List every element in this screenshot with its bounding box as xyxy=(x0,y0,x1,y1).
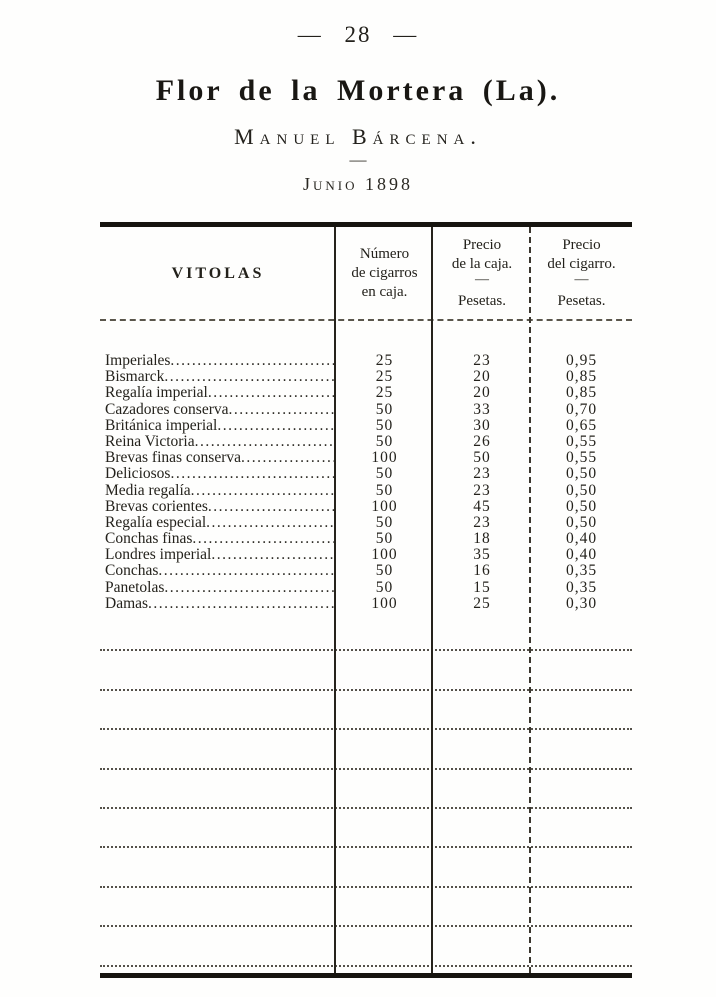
column-divider-1 xyxy=(334,227,336,973)
dot-leader xyxy=(211,547,336,563)
table-row xyxy=(100,596,632,612)
box-price-value: 35 xyxy=(473,546,491,564)
table-row xyxy=(100,563,632,579)
price-list-date: Junio 1898 xyxy=(303,174,413,194)
cigars-per-box-value: 25 xyxy=(375,352,394,369)
dot-leader xyxy=(206,515,336,531)
dot-leader xyxy=(241,450,336,466)
vitola-name: Deliciosos xyxy=(105,466,171,483)
vitola-name: Bismarck xyxy=(105,369,165,386)
cigars-per-box-value: 50 xyxy=(375,513,394,531)
dot-leader xyxy=(148,596,336,612)
page-title: Flor de la Mortera (La). xyxy=(155,74,561,107)
vitola-name-cell xyxy=(100,353,336,369)
dot-leader xyxy=(191,483,336,499)
vitola-name: Londres imperial xyxy=(105,547,212,564)
header-line: Precio xyxy=(562,236,601,253)
cigars-per-box-value: 50 xyxy=(375,432,394,450)
cigar-price-value: 0,50 xyxy=(565,465,598,483)
cigar-price-value: 0,85 xyxy=(565,384,598,402)
box-price-value: 50 xyxy=(473,449,491,467)
header-line: de cigarros xyxy=(351,264,418,281)
box-price-value: 45 xyxy=(473,497,491,515)
box-price-value: 23 xyxy=(473,352,491,369)
cigar-price-value: 0,70 xyxy=(565,400,598,418)
box-price-value: 16 xyxy=(473,562,491,580)
header-price-cigar xyxy=(531,227,632,319)
unit-dash: — xyxy=(475,271,489,287)
vitola-name: Conchas xyxy=(105,563,159,580)
vitola-name: Regalía especial xyxy=(105,514,207,531)
cigars-per-box-value: 25 xyxy=(375,368,394,386)
box-price-value: 20 xyxy=(473,384,491,402)
vitola-name-cell xyxy=(100,515,336,531)
cigar-price-value: 0,55 xyxy=(565,449,598,467)
cigars-per-box-value: 100 xyxy=(371,594,398,612)
header-line: Precio xyxy=(462,236,502,253)
table-row xyxy=(100,434,632,450)
vitola-name: Damas xyxy=(105,595,149,612)
dot-leader xyxy=(192,531,336,547)
header-price-box xyxy=(433,227,531,319)
vitola-name-cell xyxy=(100,580,336,596)
table-row xyxy=(100,483,632,499)
cigars-per-box-value: 50 xyxy=(375,578,394,596)
empty-ruled-row xyxy=(100,730,632,769)
dot-leader xyxy=(208,499,336,515)
table-row xyxy=(100,499,632,515)
header-line: Número xyxy=(359,245,410,262)
vitola-name-cell xyxy=(100,466,336,482)
header-vitolas xyxy=(100,227,336,319)
vitola-name: Imperiales xyxy=(105,353,171,369)
vitola-name: Panetolas xyxy=(105,579,165,596)
vitola-name-cell xyxy=(100,547,336,563)
cigar-price-value: 0,40 xyxy=(565,546,598,564)
vitola-name-cell xyxy=(100,385,336,401)
table-row xyxy=(100,580,632,596)
dot-leader xyxy=(208,385,336,401)
empty-ruled-row xyxy=(100,651,632,690)
vitola-name: Media regalía xyxy=(105,482,191,499)
box-price-value: 33 xyxy=(473,400,491,418)
divider-dash: — xyxy=(349,150,367,169)
vitola-name: Cazadores conserva xyxy=(105,401,229,418)
table-row xyxy=(100,466,632,482)
table-row xyxy=(100,385,632,401)
table-row xyxy=(100,369,632,385)
brand-owner-name: Manuel Bárcena. xyxy=(234,124,482,149)
vitola-name: Regalía imperial xyxy=(105,385,208,402)
cigar-price-value: 0,35 xyxy=(565,562,598,580)
box-price-value: 30 xyxy=(473,416,491,434)
vitola-name: Brevas finas conserva xyxy=(105,450,242,467)
unit-label: Pesetas. xyxy=(557,292,606,309)
vitola-name-cell xyxy=(100,596,336,612)
empty-ruled-rows xyxy=(100,612,632,967)
dot-leader xyxy=(195,434,336,450)
cigars-per-box-value: 25 xyxy=(375,384,394,402)
cigars-per-box-value: 100 xyxy=(371,449,398,467)
cigar-price-value: 0,50 xyxy=(565,513,598,531)
unit-label: Pesetas. xyxy=(458,292,506,309)
empty-ruled-row xyxy=(100,927,632,966)
cigar-price-value: 0,30 xyxy=(565,594,598,612)
cigars-per-box-value: 50 xyxy=(375,530,394,548)
vitola-name-cell xyxy=(100,418,336,434)
box-price-value: 23 xyxy=(473,513,491,531)
box-price-value: 18 xyxy=(473,530,491,548)
dot-leader xyxy=(164,369,336,385)
dot-leader xyxy=(170,353,336,369)
empty-ruled-row xyxy=(100,809,632,848)
table-row xyxy=(100,450,632,466)
table-row xyxy=(100,353,632,369)
column-divider-2 xyxy=(431,227,433,973)
empty-ruled-row xyxy=(100,888,632,927)
cigars-per-box-value: 50 xyxy=(375,416,394,434)
table-row xyxy=(100,531,632,547)
vitola-name: Conchas finas xyxy=(105,531,193,548)
vitola-name-cell xyxy=(100,434,336,450)
table-row xyxy=(100,402,632,418)
price-table xyxy=(100,222,632,978)
dot-leader xyxy=(164,580,336,596)
vitola-name-cell xyxy=(100,499,336,515)
dot-leader xyxy=(229,402,336,418)
cigars-per-box-value: 50 xyxy=(375,400,394,418)
table-row xyxy=(100,515,632,531)
table-header xyxy=(100,227,632,321)
table-body xyxy=(100,321,632,612)
dot-leader xyxy=(158,563,336,579)
empty-ruled-row xyxy=(100,612,632,651)
vitola-name-cell xyxy=(100,402,336,418)
box-price-value: 20 xyxy=(473,368,491,386)
dot-leader xyxy=(217,418,336,434)
vitola-name-cell xyxy=(100,531,336,547)
vitola-name-cell xyxy=(100,563,336,579)
cigar-price-value: 0,35 xyxy=(565,578,598,596)
vitola-name-cell xyxy=(100,483,336,499)
unit-dash: — xyxy=(574,271,589,287)
cigar-price-value: 0,85 xyxy=(565,368,598,386)
header-vitolas-label: VITOLAS xyxy=(171,264,265,282)
vitola-name: Británica imperial xyxy=(105,417,218,434)
cigars-per-box-value: 50 xyxy=(375,481,394,499)
cigars-per-box-value: 50 xyxy=(375,465,394,483)
cigars-per-box-value: 50 xyxy=(375,562,394,580)
cigars-per-box-value: 100 xyxy=(371,546,398,564)
cigars-per-box-value: 100 xyxy=(371,497,398,515)
header-line: del cigarro. xyxy=(547,255,616,272)
dot-leader xyxy=(170,466,336,482)
table-row xyxy=(100,418,632,434)
page-number: — 28 — xyxy=(297,22,419,47)
vitola-name: Reina Victoria xyxy=(105,433,195,450)
box-price-value: 25 xyxy=(473,594,491,612)
cigar-price-value: 0,95 xyxy=(565,352,598,369)
table-row xyxy=(100,547,632,563)
cigar-price-value: 0,40 xyxy=(565,530,598,548)
cigar-price-value: 0,50 xyxy=(565,497,598,515)
empty-ruled-row xyxy=(100,770,632,809)
column-divider-3-dashed xyxy=(529,227,531,973)
cigar-price-value: 0,55 xyxy=(565,432,598,450)
box-price-value: 26 xyxy=(473,432,491,450)
vitola-name: Brevas corientes xyxy=(105,498,208,515)
header-line: de la caja. xyxy=(451,255,513,272)
cigar-price-value: 0,65 xyxy=(565,416,598,434)
box-price-value: 23 xyxy=(473,465,491,483)
vitola-name-cell xyxy=(100,450,336,466)
box-price-value: 23 xyxy=(473,481,491,499)
cigar-price-value: 0,50 xyxy=(565,481,598,499)
header-num-cigars xyxy=(336,227,433,319)
box-price-value: 15 xyxy=(473,578,491,596)
empty-ruled-row xyxy=(100,848,632,887)
header-line: en caja. xyxy=(361,283,408,300)
empty-ruled-row xyxy=(100,691,632,730)
vitola-name-cell xyxy=(100,369,336,385)
